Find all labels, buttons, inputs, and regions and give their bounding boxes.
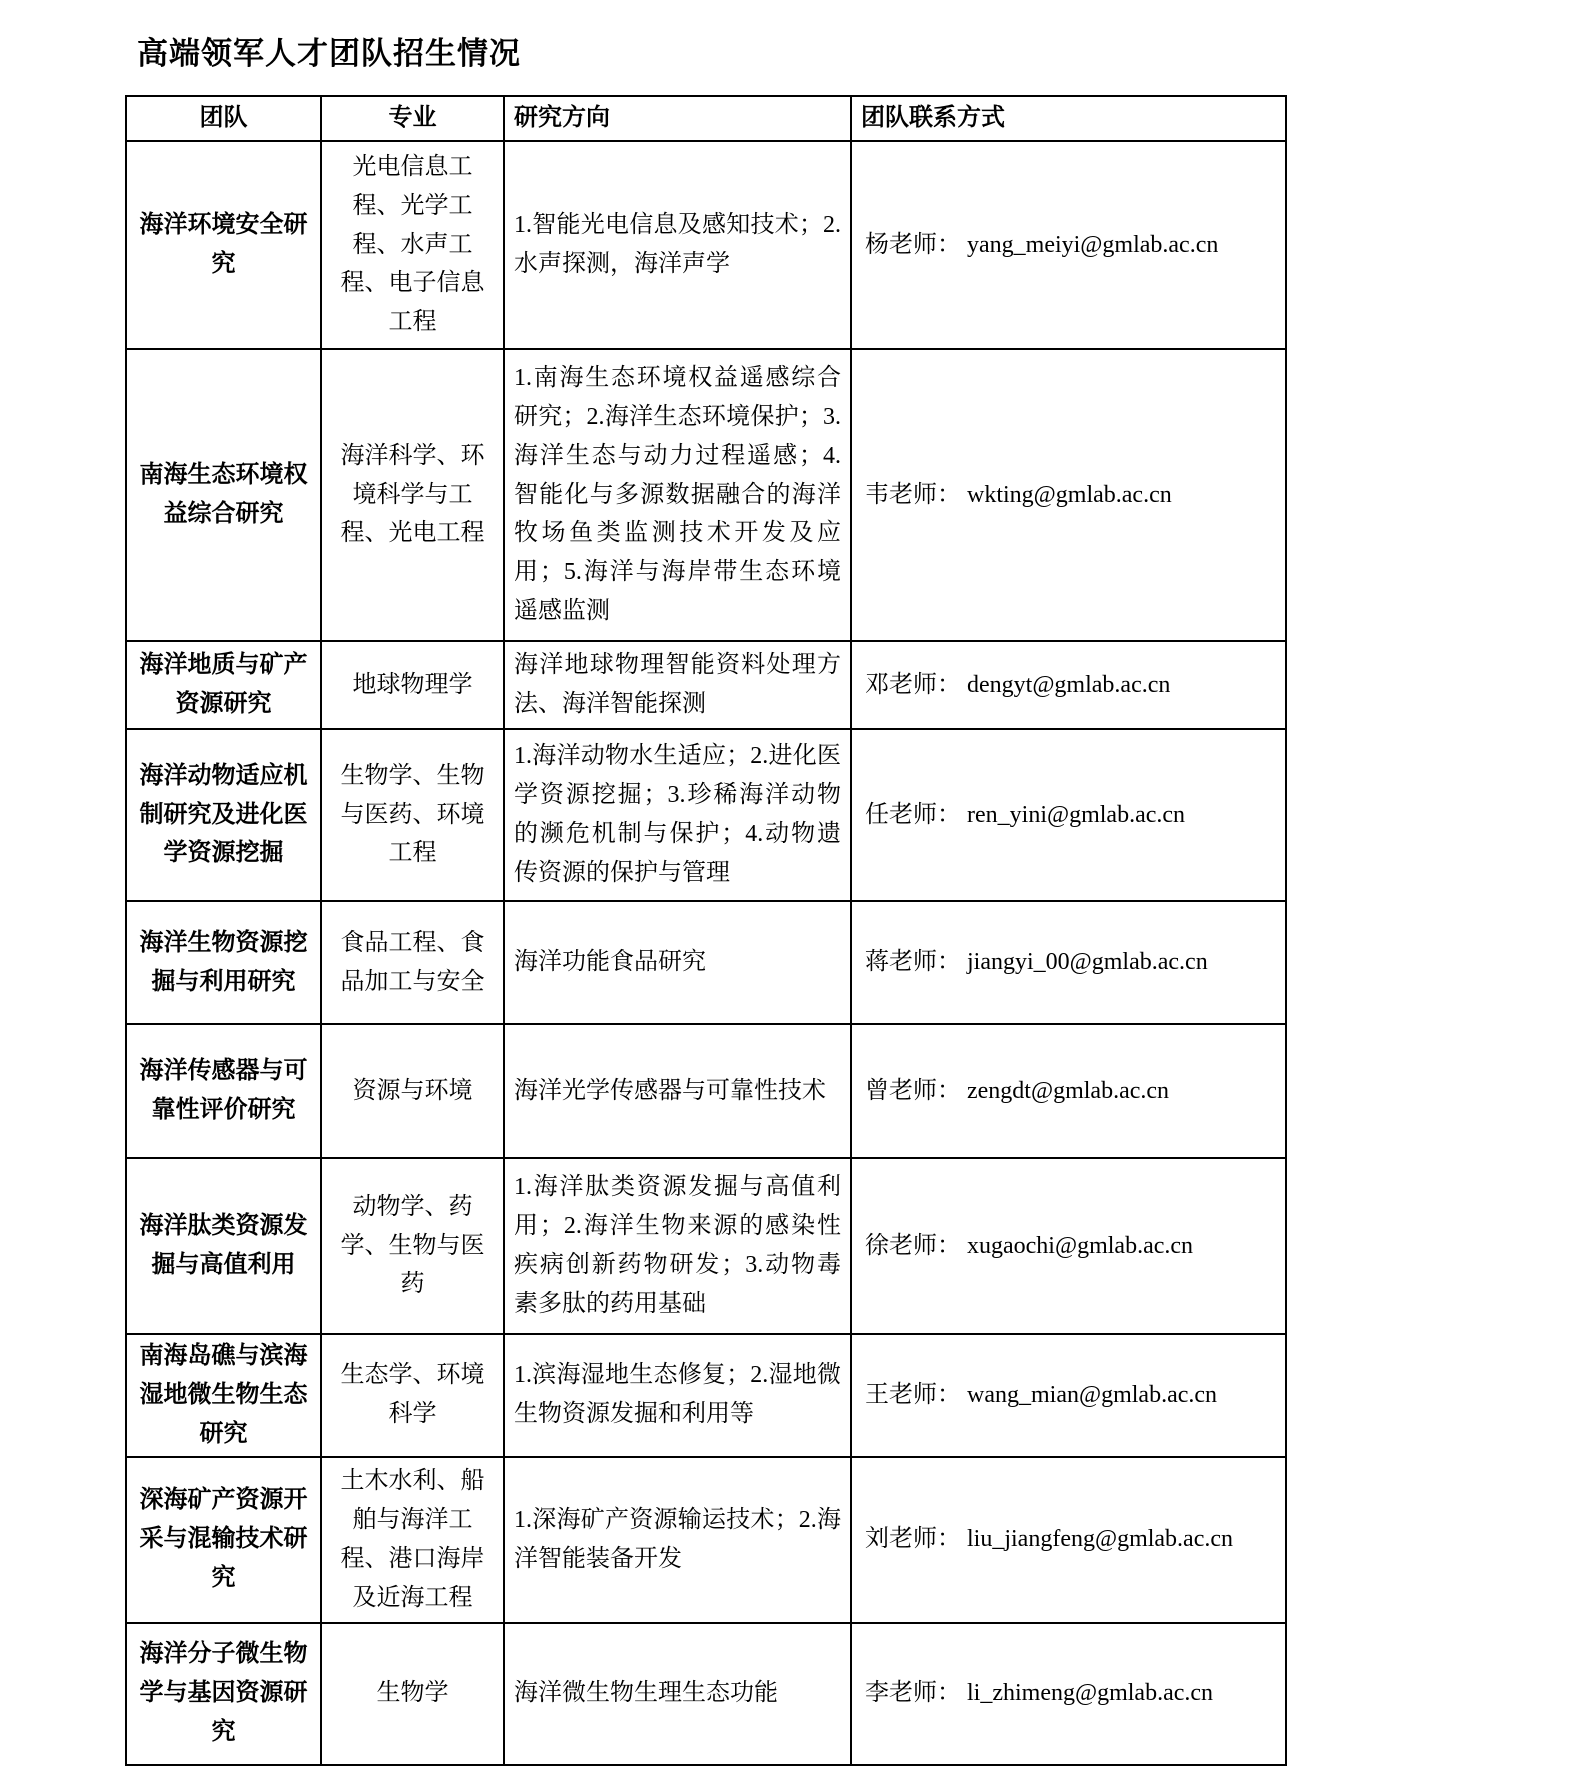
table-row: [126, 349, 1286, 641]
table-row: [126, 901, 1286, 1024]
contact-teacher: 曾老师：: [865, 1077, 961, 1104]
contact-email: yang_meiyi@gmlab.ac.cn: [967, 231, 1219, 258]
major-cell: 资源与环境: [321, 1024, 504, 1158]
major-cell: 土木水利、船舶与海洋工程、港口海岸及近海工程: [321, 1457, 504, 1623]
team-cell: 深海矿产资源开采与混输技术研究: [126, 1457, 321, 1623]
contact-teacher: 李老师：: [865, 1680, 961, 1707]
direction-cell: 海洋微生物生理生态功能: [504, 1623, 851, 1765]
team-cell: 海洋生物资源挖掘与利用研究: [126, 901, 321, 1024]
contact-email: dengyt@gmlab.ac.cn: [967, 671, 1171, 698]
major-cell: 地球物理学: [321, 641, 504, 729]
major-cell: 光电信息工程、光学工程、水声工程、电子信息工程: [321, 141, 504, 349]
team-cell: 南海生态环境权益综合研究: [126, 349, 321, 641]
table-row: [126, 729, 1286, 901]
direction-cell: 海洋功能食品研究: [504, 901, 851, 1024]
direction-cell: 1.智能光电信息及感知技术；2.水声探测，海洋声学: [504, 141, 851, 349]
team-cell: 海洋肽类资源发掘与高值利用: [126, 1158, 321, 1334]
table-row: [126, 1334, 1286, 1457]
contact-email: liu_jiangfeng@gmlab.ac.cn: [967, 1526, 1234, 1553]
contact-email: wkting@gmlab.ac.cn: [967, 481, 1172, 508]
contact-email: ren_yini@gmlab.ac.cn: [967, 801, 1186, 828]
contact-email: jiangyi_00@gmlab.ac.cn: [967, 949, 1208, 976]
major-cell: 生态学、环境科学: [321, 1334, 504, 1457]
table-row: [126, 1623, 1286, 1765]
contact-email: li_zhimeng@gmlab.ac.cn: [967, 1680, 1214, 1707]
table-header-row: [126, 96, 1286, 141]
contact-cell: [851, 641, 1286, 729]
direction-cell: 1.南海生态环境权益遥感综合研究；2.海洋生态环境保护；3.海洋生态与动力过程遥感；4.智能化与多源数据融合的海洋牧场鱼类监测技术开发及应用；5.海洋与海岸带生态环境遥感监测: [504, 349, 851, 641]
major-cell: 动物学、药学、生物与医药: [321, 1158, 504, 1334]
contact-cell: [851, 1623, 1286, 1765]
page-title: 高端领军人才团队招生情况: [137, 36, 521, 71]
team-cell: 海洋分子微生物学与基因资源研究: [126, 1623, 321, 1765]
major-cell: 海洋科学、环境科学与工程、光电工程: [321, 349, 504, 641]
contact-cell: [851, 1024, 1286, 1158]
direction-cell: 1.海洋动物水生适应；2.进化医学资源挖掘；3.珍稀海洋动物的濒危机制与保护；4.动物遗传资源的保护与管理: [504, 729, 851, 901]
header-team: 团队: [126, 96, 321, 141]
team-cell: 海洋地质与矿产资源研究: [126, 641, 321, 729]
contact-teacher: 刘老师：: [865, 1526, 961, 1553]
contact-email: zengdt@gmlab.ac.cn: [967, 1077, 1170, 1104]
contact-cell: [851, 141, 1286, 349]
header-major: 专业: [321, 96, 504, 141]
contact-teacher: 韦老师：: [865, 481, 961, 508]
contact-teacher: 徐老师：: [865, 1232, 961, 1259]
header-direction: 研究方向: [504, 96, 851, 141]
contact-email: xugaochi@gmlab.ac.cn: [967, 1232, 1194, 1259]
team-cell: 南海岛礁与滨海湿地微生物生态研究: [126, 1334, 321, 1457]
contact-cell: [851, 1457, 1286, 1623]
team-cell: 海洋环境安全研究: [126, 141, 321, 349]
contact-teacher: 任老师：: [865, 801, 961, 828]
contact-cell: [851, 1334, 1286, 1457]
major-cell: 生物学: [321, 1623, 504, 1765]
direction-cell: 1.滨海湿地生态修复；2.湿地微生物资源发掘和利用等: [504, 1334, 851, 1457]
contact-cell: [851, 349, 1286, 641]
contact-teacher: 邓老师：: [865, 671, 961, 698]
table-row: [126, 1158, 1286, 1334]
direction-cell: 1.海洋肽类资源发掘与高值利用；2.海洋生物来源的感染性疾病创新药物研发；3.动物毒素多肽的药用基础: [504, 1158, 851, 1334]
table-row: [126, 141, 1286, 349]
major-cell: 生物学、生物与医药、环境工程: [321, 729, 504, 901]
direction-cell: 1.深海矿产资源输运技术；2.海洋智能装备开发: [504, 1457, 851, 1623]
contact-cell: [851, 901, 1286, 1024]
contact-cell: [851, 1158, 1286, 1334]
contact-teacher: 杨老师：: [865, 231, 961, 258]
contact-teacher: 王老师：: [865, 1381, 961, 1408]
direction-cell: 海洋光学传感器与可靠性技术: [504, 1024, 851, 1158]
team-cell: 海洋动物适应机制研究及进化医学资源挖掘: [126, 729, 321, 901]
contact-teacher: 蒋老师：: [865, 949, 961, 976]
direction-cell: 海洋地球物理智能资料处理方法、海洋智能探测: [504, 641, 851, 729]
header-contact: 团队联系方式: [851, 96, 1286, 141]
major-cell: 食品工程、食品加工与安全: [321, 901, 504, 1024]
contact-email: wang_mian@gmlab.ac.cn: [967, 1381, 1218, 1408]
team-cell: 海洋传感器与可靠性评价研究: [126, 1024, 321, 1158]
contact-cell: [851, 729, 1286, 901]
table-row: [126, 1024, 1286, 1158]
table-row: [126, 1457, 1286, 1623]
table-row: [126, 641, 1286, 729]
recruitment-table: [125, 95, 1287, 1766]
